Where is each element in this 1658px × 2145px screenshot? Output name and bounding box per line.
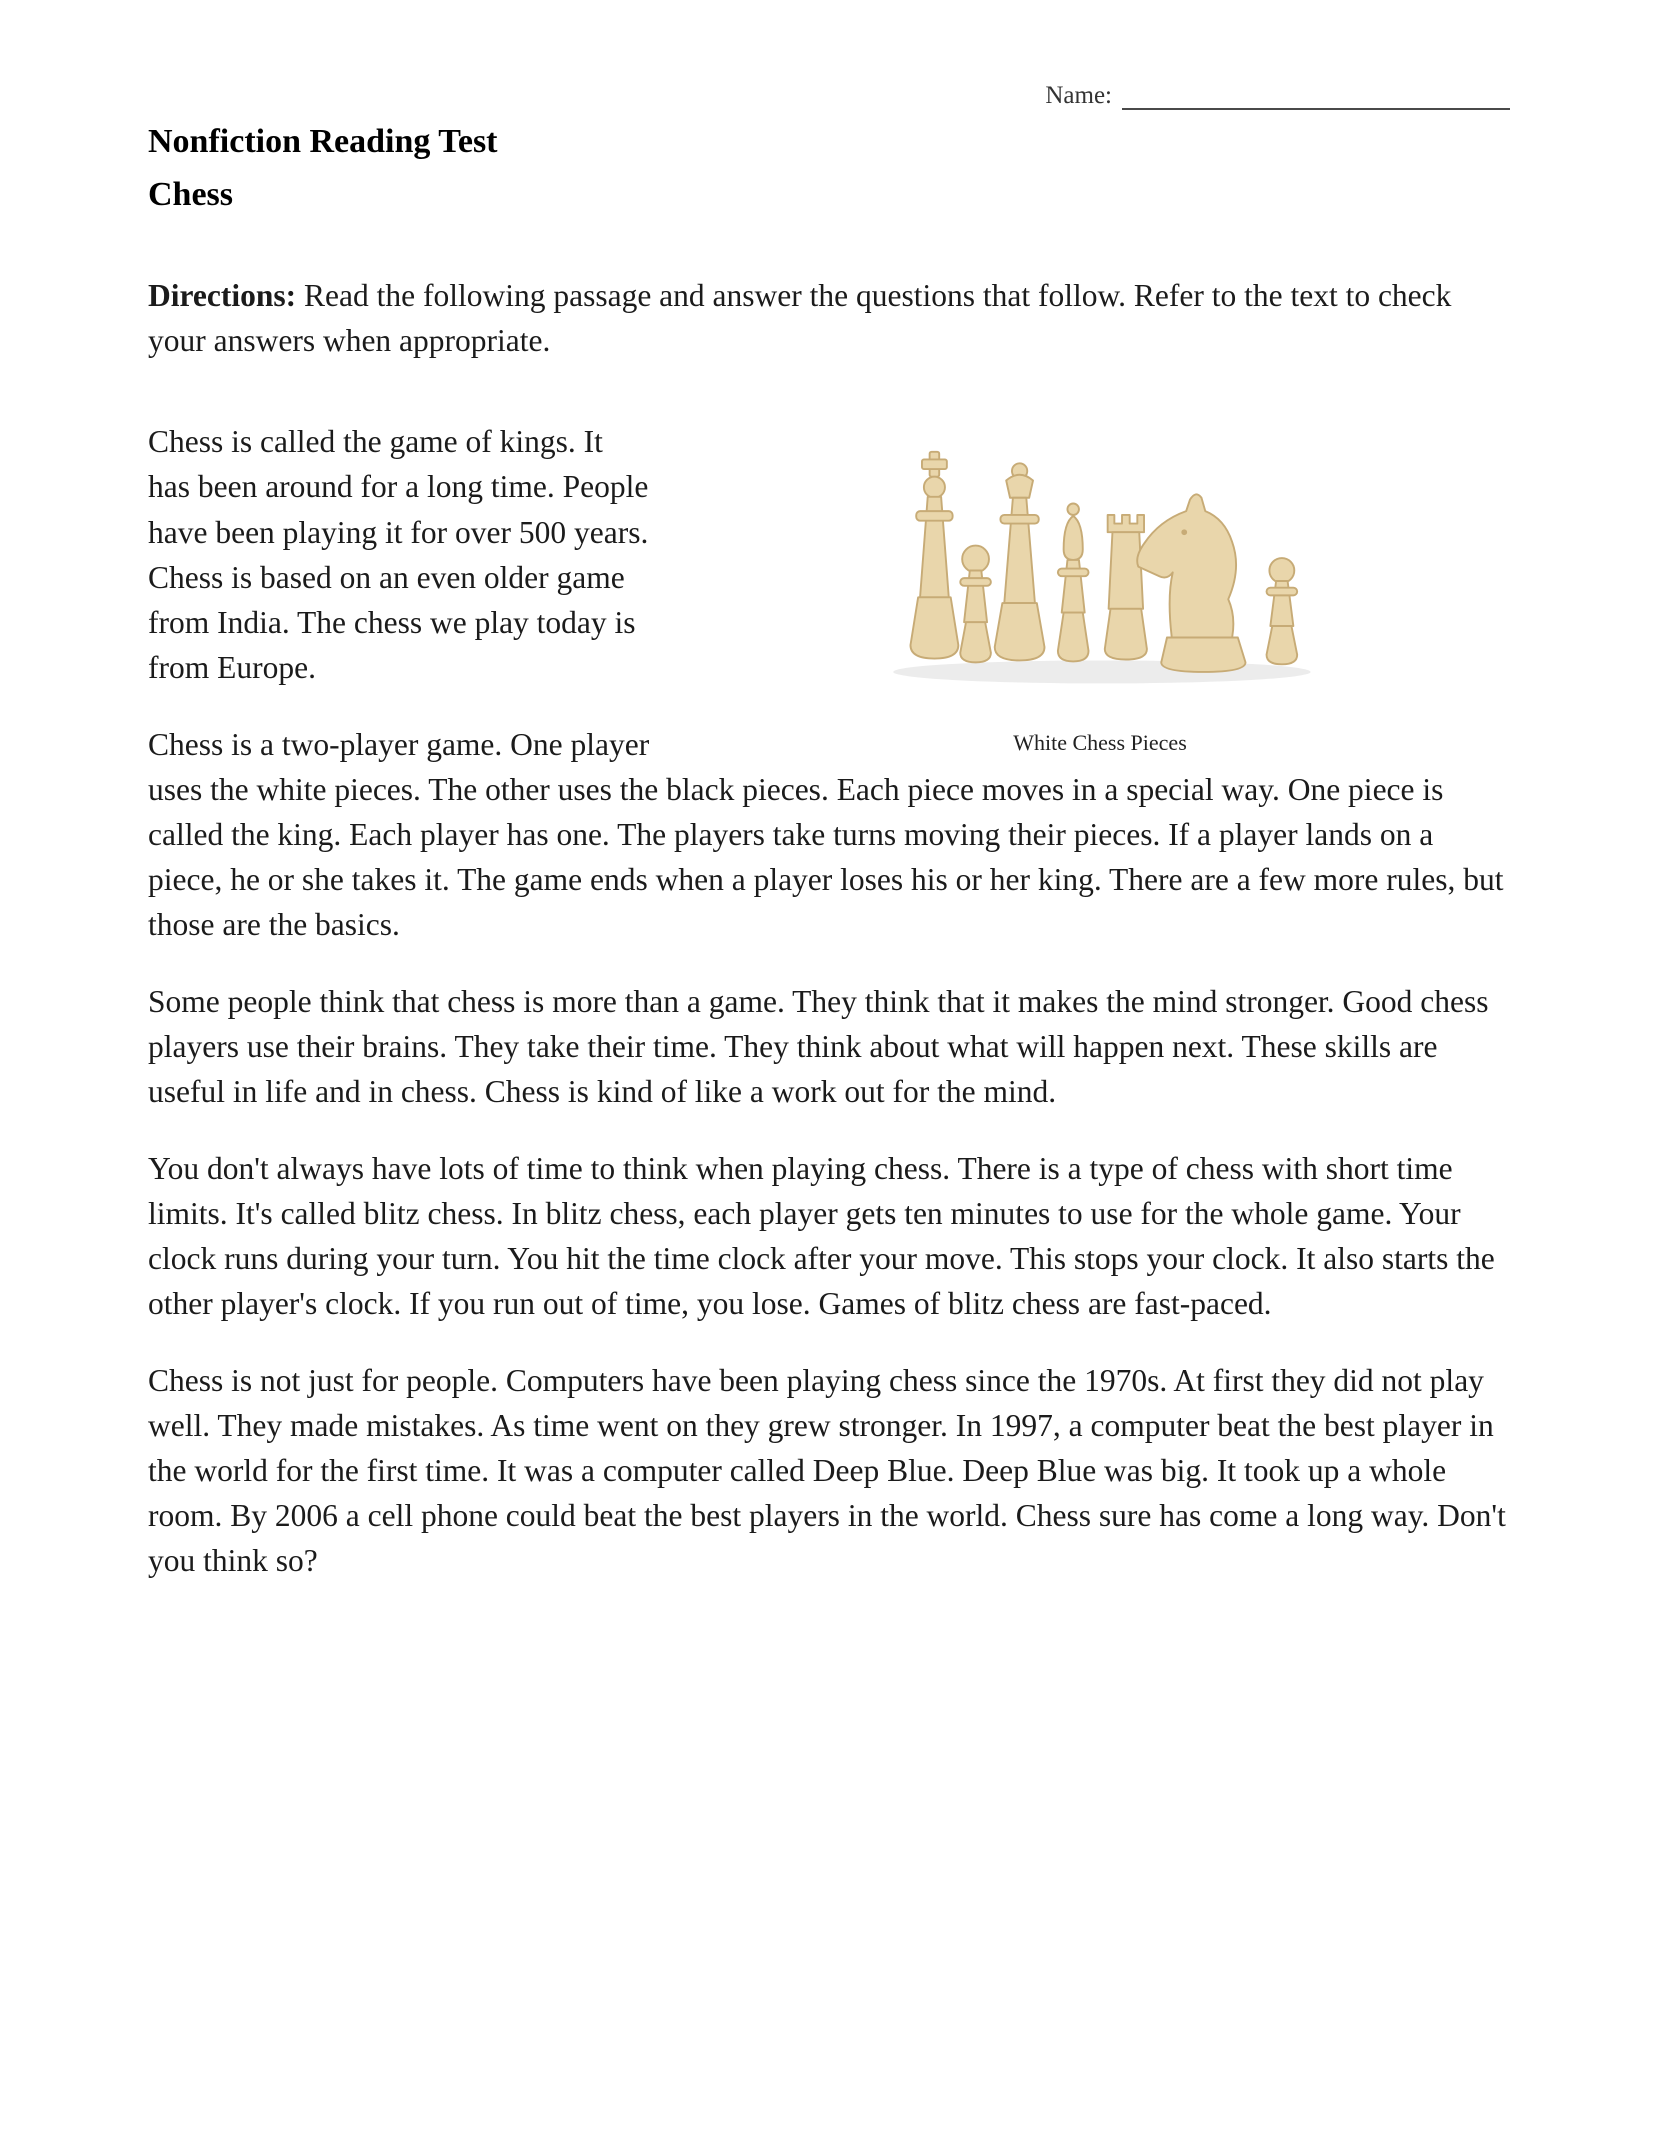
body-paragraph-2: Chess is a two-player game. One player uses the white pieces. The other uses the black pieces. Each piece moves in a special way. One piece is called the king. Each player has one. The players take turns moving their pieces. If a player lands on a piece, he or she takes it. The game ends when a player loses his or her king. There are a few more rules, but those are the basics. xyxy=(148,726,1504,942)
directions-paragraph xyxy=(148,273,1510,363)
name-line xyxy=(148,82,1510,110)
page-subtitle: Chess xyxy=(148,175,234,213)
directions-label: Directions: xyxy=(148,278,297,314)
figure-caption: White Chess Pieces xyxy=(1013,730,1187,756)
name-blank-underline xyxy=(1122,83,1510,111)
body-paragraph-3: Some people think that chess is more than a game. They think that it makes the mind stronger. Good chess players use their brains. They take their time. They think about what will happen next. These skills are useful in life and in chess. Chess is kind of like a work out for the mind. xyxy=(148,983,1489,1109)
body-paragraph-1: Chess is called the game of kings. It has been around for a long time. People have been playing it for over 500 years. Chess is based on an even older game from India. The chess we play today is from Europe. xyxy=(148,424,649,685)
page-title: Nonfiction Reading Test xyxy=(148,123,498,160)
chess-pieces-image xyxy=(870,425,1330,705)
body-paragraph-4: You don't always have lots of time to think when playing chess. There is a type of chess with short time limits. It's called blitz chess. In blitz chess, each player gets ten minutes to use for the whole game. Your clock runs during your turn. You hit the time clock after your move. This stops your clock. It also starts the other player's clock. If you run out of time, you lose. Games of blitz chess are fast-paced. xyxy=(148,1150,1495,1321)
title-block xyxy=(148,116,1510,221)
directions-text: Read the following passage and answer the questions that follow. Refer to the text to check your answers when appropriate. xyxy=(148,278,1452,359)
body-paragraph-5: Chess is not just for people. Computers have been playing chess since the 1970s. At first they did not play well. They made mistakes. As time went on they grew stronger. In 1997, a computer beat the best player in the world for the first time. It was a computer called Deep Blue. Deep Blue was big. It took up a whole room. By 2006 a cell phone could beat the best players in the world. Chess sure has come a long way. Don't you think so? xyxy=(148,1363,1506,1579)
chess-figure xyxy=(690,425,1510,758)
name-label: Name: xyxy=(1045,82,1112,109)
article-body xyxy=(148,419,1510,1583)
